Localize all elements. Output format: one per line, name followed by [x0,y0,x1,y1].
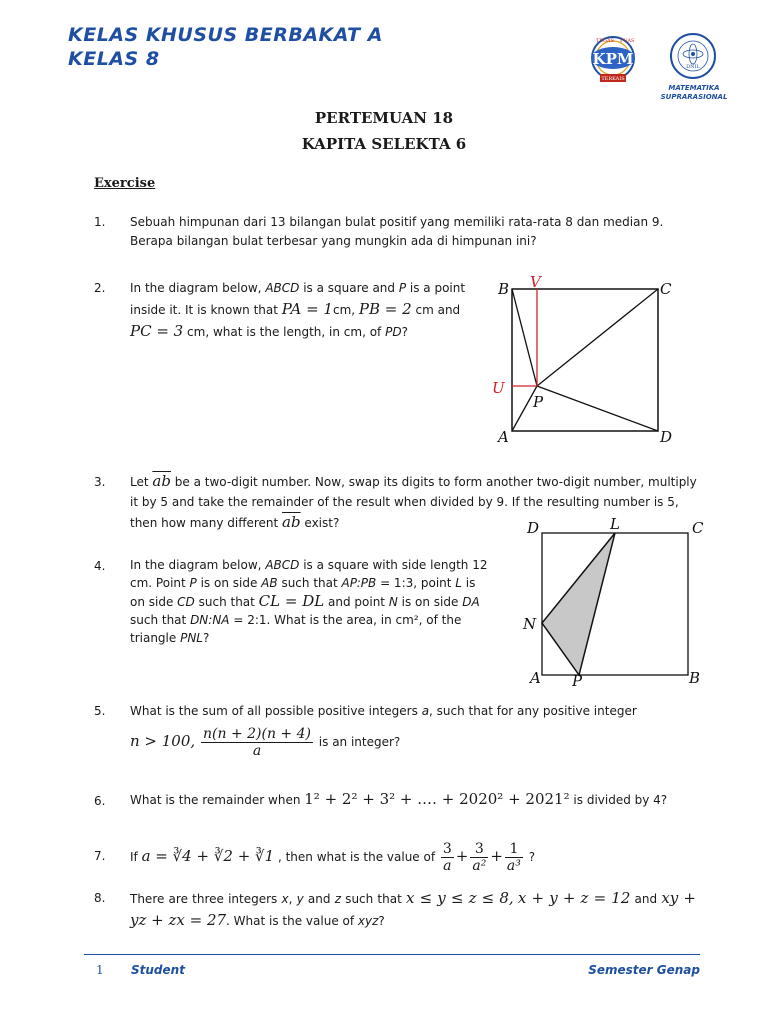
page-subtitle: KAPITA SELEKTA 6 [301,135,467,153]
label-p: P [533,393,544,411]
label-p2: P [572,672,583,690]
problem-1-number: 1. [94,215,106,229]
problem-8-number: 8. [94,891,106,905]
problem-1-text: Sebuah himpunan dari 13 bilangan bulat positif yang memiliki rata-rata 8 dan median 9. Berapa bilangan bulat terbesar yang mungkin ada di himpunan ini? [130,215,664,248]
problem-5-line2: n > 100, $\frac{n(n + 2)(n + 4)}{a}$ is an integer? [130,726,401,759]
exercise-heading: Exercise [94,176,156,191]
problem-6-text: What is the remainder when 1² + 2² + 3² + .… + 2020² + 2021² is divided by 4? [130,790,668,808]
problem-5-fraction: $\frac{n(n + 2)(n + 4)}{a}$ [203,726,311,759]
figure-square-abcd [492,272,682,452]
problem-5-number: 5. [94,704,106,718]
header-title-line1: KELAS KHUSUS BERBAKAT A [68,24,383,46]
page-title: PERTEMUAN 18 [314,109,454,127]
matematika-logo-line1: MATEMATIKA [668,84,720,92]
problem-2-number: 2. [94,281,106,295]
problem-3-text: Let $\overline{ab}$ be a two-digit number. Now, swap its digits to form another two-digit number, multiply it by 5 and take the remainder of the result when divided by 9. If the resulting number is 5, then how many different $\overline{ab}$ exist? [130,472,697,531]
matematika-logo-caption [656,84,732,102]
segment-bp [512,289,537,386]
label-d2: D [527,519,540,537]
problem-6-number: 6. [94,794,106,808]
kpm-logo-ribbon: TERKAIS [601,76,625,82]
footer-right-text: Semester Genap [588,963,700,977]
problem-7-number: 7. [94,849,106,863]
problem-4-text: In the diagram below, ABCD is a square with side length 12 cm. Point P is on side AB such that AP:PB = 1:3, point L is on side CD such that CL = DL and point N is on side DA such that DN:NA = 2:1. What is the area, in cm², of the triangle PNL? [130,558,488,645]
label-c2: C [692,519,704,537]
segment-cp [537,289,658,386]
page-number: 1 [96,963,104,977]
problem-5-line1: What is the sum of all possible positive integers a, such that for any positive integer [130,704,637,718]
label-d: D [660,428,673,446]
label-l: L [610,515,620,533]
kpm-logo [574,34,652,86]
label-b: B [498,280,510,298]
kpm-logo-text: KPM [592,50,634,68]
label-u: U [492,379,505,397]
header-title-line2: KELAS 8 [68,48,160,70]
label-a2: A [530,669,541,687]
label-c: C [660,280,672,298]
problem-7-text: If a = ∛4 + ∛2 + ∛1 , then what is the value of $\frac{3}{a}$ + $\frac{3}{\text{a²}}$ + $\frac{1}{\text{a³}}$ ? [130,841,536,874]
segment-dp [537,386,658,431]
problem-8-text: There are three integers x, y and z such that x ≤ y ≤ z ≤ 8, x + y + z = 12 and xy + yz + zx = 27. What is the value of xyz? [130,889,696,929]
label-b2: B [689,669,701,687]
problem-2-text: In the diagram below, ABCD is a square and P is a point inside it. It is known that PA = 1cm, PB = 2 cm and PC = 3 cm, what is the length, in cm, of PD? [130,281,466,340]
triangle-pnl [542,533,615,675]
problem-3-number: 3. [94,475,106,489]
figure-square-pnl [512,510,712,692]
kpm-logo-arc-left: TEGAS [596,38,615,44]
matematika-logo-line2: SUPRARASIONAL [660,93,728,101]
footer-left-text: Student [131,963,185,977]
label-n: N [523,615,537,633]
label-v: V [530,273,541,291]
problem-4-number: 4. [94,559,106,573]
footer-divider [84,954,700,955]
matematika-logo-small: DNIL [686,64,700,70]
kpm-logo-arc-right: PUAS [620,38,635,44]
label-a: A [498,428,509,446]
